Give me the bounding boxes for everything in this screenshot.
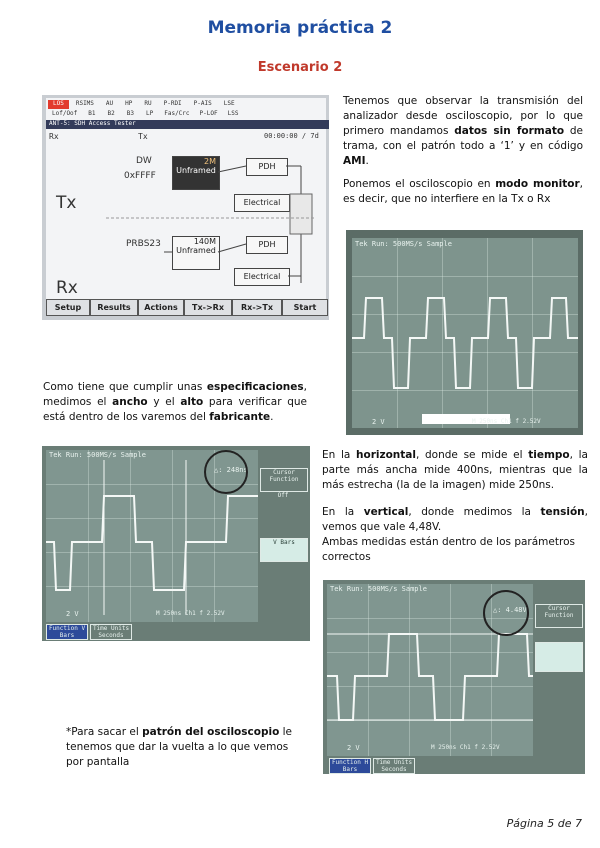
tab-setup[interactable]: Setup (46, 299, 90, 316)
tx-pdh-box[interactable]: PDH (246, 158, 288, 176)
scope1-header: Tek Run: 500MS/s Sample (355, 240, 452, 248)
scope2-header: Tek Run: 500MS/s Sample (49, 451, 146, 459)
scope2-footer: M 250ns Ch1 f 2.52V (156, 610, 225, 617)
vertical-paragraph: En la vertical, donde medimos la tensión, vemos que vale 4,48V. (322, 506, 588, 533)
rx-electrical-box[interactable]: Electrical (234, 268, 290, 286)
tab-actions[interactable]: Actions (138, 299, 184, 316)
scope2-bottom-function: Function V Bars (46, 624, 88, 640)
scope2-menu-cursor: Cursor Function (260, 468, 308, 492)
scope3-header: Tek Run: 500MS/s Sample (330, 585, 427, 593)
tx-pattern-top: DW (136, 156, 152, 166)
rx-pattern: PRBS23 (126, 239, 161, 249)
oscilloscope-photo-monitor (346, 230, 583, 435)
scope3-menu-hbars (535, 642, 583, 672)
scope3-readout: △: 4.48V (493, 606, 527, 614)
intro-paragraph-1: Tenemos que observar la transmisión del analizador desde osciloscopio, por lo que primero mandamos datos sin formato de trama, con el patrón todo a ‘1’ y en código AMI. (343, 95, 583, 167)
note-text (66, 725, 302, 770)
analyzer-rx-indicator: Rx (49, 132, 59, 141)
conclusion-paragraph: Ambas medidas están dentro de los parámetros correctos (322, 536, 575, 563)
scope3-bottom-function: Function H Bars (329, 758, 371, 774)
analyzer-tx-indicator: Tx (138, 132, 148, 141)
rx-section-label: Rx (56, 278, 78, 298)
rx-rate-box[interactable]: 140M Unframed (172, 236, 220, 270)
tab-results[interactable]: Results (90, 299, 138, 316)
page-number: Página 5 de 7 (506, 817, 582, 830)
tx-section-label: Tx (56, 193, 77, 213)
scenario-title: Escenario 2 (257, 60, 343, 75)
scope2-channel: 2 V (66, 610, 79, 618)
analyzer-connections (46, 98, 326, 316)
tx-electrical-box[interactable]: Electrical (234, 194, 290, 212)
analyzer-timer: 00:00:00 / 7d (264, 132, 319, 140)
tab-rx-tx[interactable]: Rx->Tx (232, 299, 282, 316)
intro-text (343, 94, 583, 207)
scope2-menu-vbars: V Bars (260, 538, 308, 562)
tx-rate-box[interactable]: 2M Unframed (172, 156, 220, 190)
scope3-channel: 2 V (347, 744, 360, 752)
scope1-footer: M 250ns Ch1 f 2.52V (472, 418, 541, 425)
rx-pdh-box[interactable]: PDH (246, 236, 288, 254)
oscilloscope-photo-time (42, 446, 310, 641)
scope2-readout: △: 248ns (214, 466, 248, 474)
tab-tx-rx[interactable]: Tx->Rx (184, 299, 232, 316)
voltage-readout-highlight (483, 590, 529, 636)
measurement-text (322, 448, 588, 565)
scope2-bottom-time: Time Units Seconds (90, 624, 132, 640)
analyzer-screenshot (42, 95, 329, 320)
waveform-trace (352, 238, 578, 428)
scope2-menu-off: Off (277, 492, 289, 499)
analyzer-alarm-row-1: LOS RSIMS AU HP RU P-RDI P-AIS LSE (48, 100, 324, 109)
scope3-bottom-time: Time Units Seconds (373, 758, 415, 774)
tx-pattern-bottom: 0xFFFF (124, 171, 156, 181)
horizontal-paragraph: En la horizontal, donde se mide el tiempo, la parte más ancha mide 400ns, mientras que la más estrecha (la de la imagen) mide 250ns. (322, 449, 588, 491)
time-readout-highlight (204, 450, 248, 494)
analyzer-alarm-row-2: Lof/Oof B1 B2 B3 LP Fas/Crc P-LOF LSS (52, 110, 239, 117)
scope3-menu-cursor: Cursor Function (535, 604, 583, 628)
spec-paragraph: Como tiene que cumplir unas especificaciones, medimos el ancho y el alto para verificar que está dentro de los varemos del fabricante. (43, 381, 307, 423)
analyzer-tab-bar (46, 301, 326, 316)
spec-text (43, 380, 307, 425)
scope3-footer: M 250ns Ch1 f 2.52V (431, 744, 500, 751)
oscilloscope-photo-voltage (323, 580, 585, 774)
note-paragraph: *Para sacar el patrón del osciloscopio le tenemos que dar la vuelta a lo que vemos por pantalla (66, 726, 292, 768)
intro-paragraph-2: Ponemos el osciloscopio en modo monitor, es decir, que no interfiere en la Tx o Rx (343, 178, 583, 205)
analyzer-device-bar: ANT-5: SDH Access Tester (46, 120, 329, 129)
scope1-channel: 2 V (372, 418, 385, 426)
page-title: Memoria práctica 2 (207, 18, 393, 38)
tab-start[interactable]: Start (282, 299, 328, 316)
